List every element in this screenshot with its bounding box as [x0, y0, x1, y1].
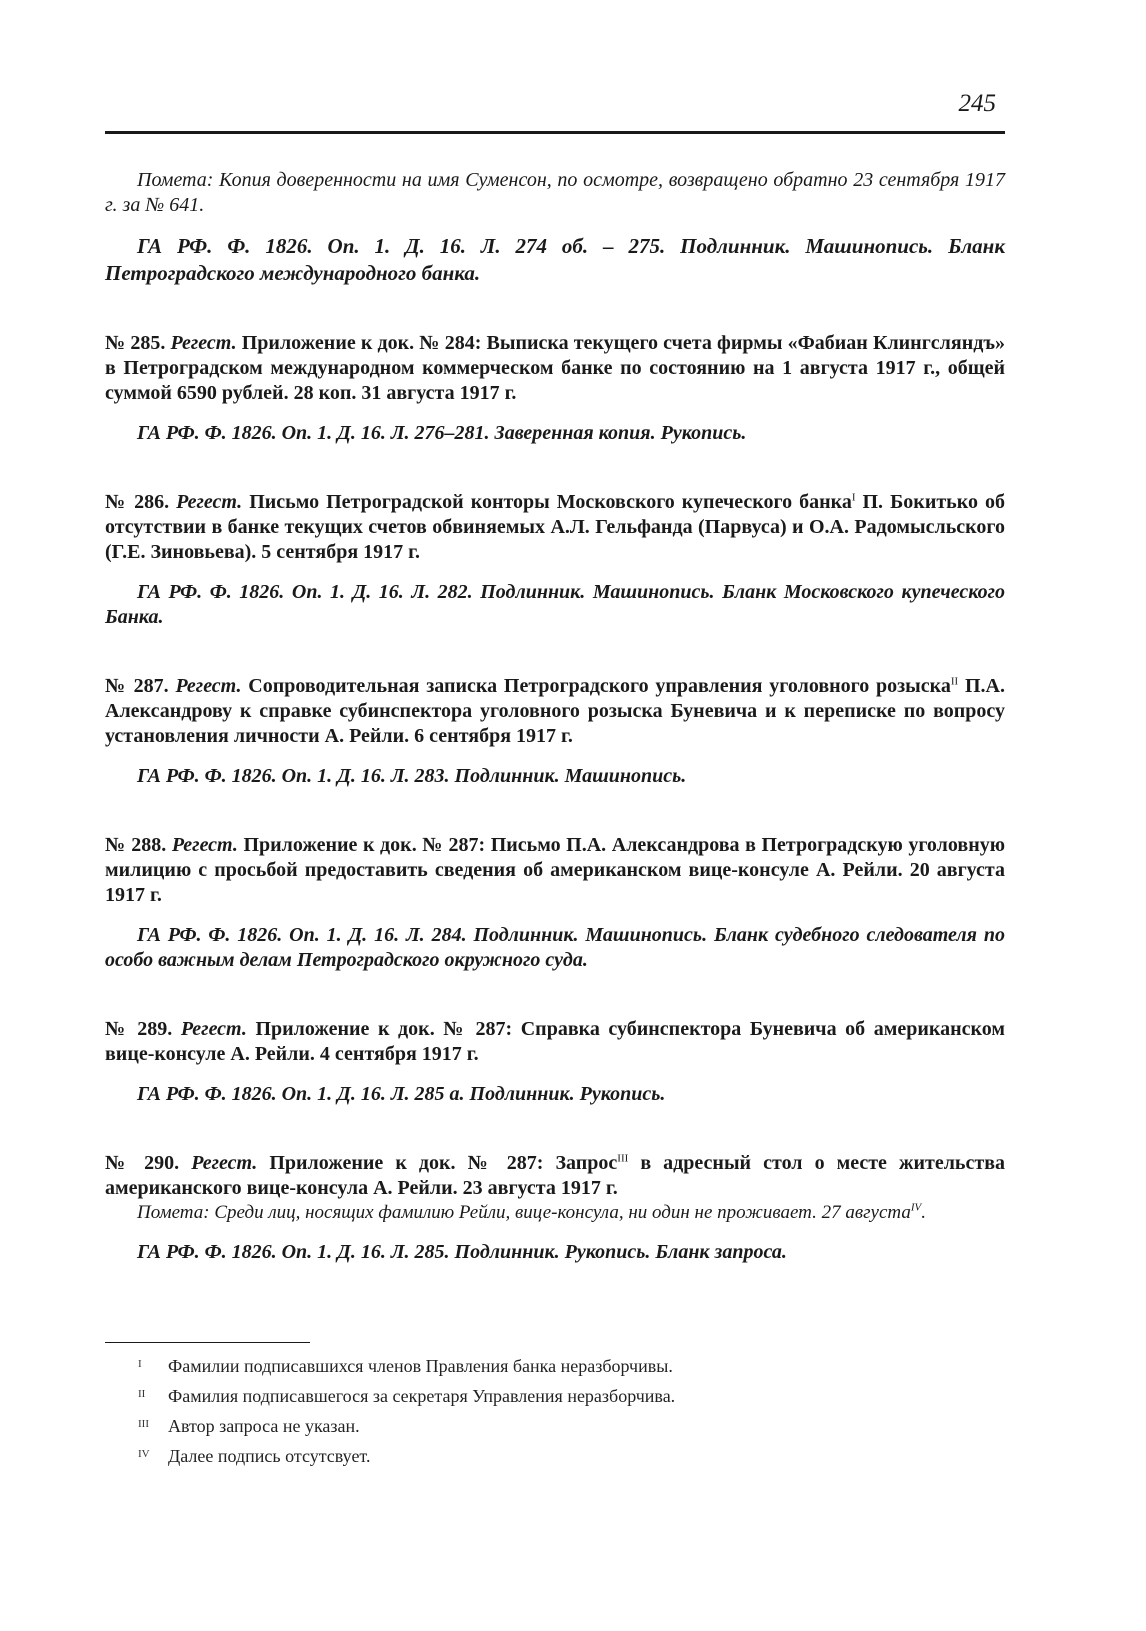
archive-reference: ГА РФ. Ф. 1826. Оп. 1. Д. 16. Л. 285. Подлинник. Рукопись. Бланк запроса.	[137, 1241, 787, 1263]
footnote-ref[interactable]: II	[950, 675, 959, 688]
footnote-rule	[105, 1342, 310, 1343]
entry-text-cont: в адресный стол о месте жительства американского вице-консула А. Рейли. 23 августа 1917 г.	[105, 1152, 1005, 1199]
entry-text: Письмо Петроградской конторы Московского купеческого банка	[249, 491, 852, 513]
footnote-mark: II	[138, 1388, 146, 1400]
footnotes	[138, 1356, 998, 1476]
footnote-mark: IV	[138, 1448, 150, 1460]
entry-290	[105, 1151, 1005, 1201]
top-archive-reference: ГА РФ. Ф. 1826. Оп. 1. Д. 16. Л. 274 об. – 275. Подлинник. Машинопись. Бланк Петроградского международного банка.	[105, 234, 1005, 285]
footnote-item	[138, 1446, 998, 1476]
entry-286	[105, 490, 1005, 565]
entry-288	[105, 833, 1005, 908]
note-text: Помета: Среди лиц, носящих фамилию Рейли, вице-консула, ни один не проживает. 27 августа	[137, 1202, 911, 1223]
regest-label: Регест.	[171, 834, 238, 856]
footnote-item	[138, 1416, 998, 1446]
footnote-mark: I	[138, 1358, 142, 1370]
page-number: 245	[958, 90, 996, 117]
entry-text: Приложение к док. № 287: Запрос	[269, 1152, 618, 1174]
entry-text-cont: П.А. Александрову к справке субинспектора уголовного розыска Буневича и к переписке по вопросу установления личности А. Рейли. 6 сентября 1917 г.	[105, 675, 1005, 747]
entry-number: № 288.	[105, 834, 167, 856]
entry-number: № 290.	[105, 1152, 180, 1174]
footnote-ref[interactable]: IV	[910, 1201, 922, 1214]
entry-287	[105, 674, 1005, 749]
entry-text: Приложение к док. № 287: Письмо П.А. Александрова в Петроградскую уголовную милицию с просьбой предоставить сведения об американском вице-консуле А. Рейли. 20 августа 1917 г.	[105, 834, 1006, 906]
archive-reference: ГА РФ. Ф. 1826. Оп. 1. Д. 16. Л. 282. Подлинник. Машинопись. Бланк Московского купеческого Банка.	[105, 581, 1005, 628]
regest-label: Регест.	[191, 1152, 258, 1174]
entry-text: Приложение к док. № 287: Справка субинспектора Буневича об американском вице-консуле А. Рейли. 4 сентября 1917 г.	[105, 1018, 1005, 1065]
archive-reference: ГА РФ. Ф. 1826. Оп. 1. Д. 16. Л. 285 а. Подлинник. Рукопись.	[137, 1083, 666, 1105]
note-tail: .	[921, 1202, 926, 1223]
footnote-text: Далее подпись отсутсвует.	[168, 1446, 371, 1466]
entry-text: Приложение к док. № 284: Выписка текущего счета фирмы «Фабиан Клингсляндъ» в Петроградском международном коммерческом банке по состоянию на 1 августа 1917 г., общей суммой 6590 рублей. 28 коп. 31 августа 1917 г.	[105, 332, 1006, 404]
regest-label: Регест.	[180, 1018, 247, 1040]
entry-note	[105, 1201, 1005, 1225]
footnote-item	[138, 1356, 998, 1386]
entry-number: № 289.	[105, 1018, 173, 1040]
archive-reference: ГА РФ. Ф. 1826. Оп. 1. Д. 16. Л. 284. Подлинник. Машинопись. Бланк судебного следователя по особо важным делам Петроградского окружного суда.	[105, 924, 1005, 971]
header-rule	[105, 131, 1005, 134]
footnote-ref[interactable]: I	[851, 491, 856, 504]
entry-number: № 285.	[105, 332, 166, 354]
entry-text-cont: П. Бокитько об отсутствии в банке текущих счетов обвиняемых А.Л. Гельфанда (Парвуса) и О.А. Радомысльского (Г.Е. Зиновьева). 5 сентября 1917 г.	[105, 491, 1006, 563]
entry-text: Сопроводительная записка Петроградского управления уголовного розыска	[248, 675, 951, 697]
regest-label: Регест.	[175, 675, 242, 697]
footnote-text: Фамилия подписавшегося за секретаря Управления неразборчива.	[168, 1386, 676, 1406]
footnote-mark: III	[138, 1418, 149, 1430]
regest-label: Регест.	[170, 332, 237, 354]
footnote-item	[138, 1386, 998, 1416]
entry-289	[105, 1017, 1005, 1067]
footnote-ref[interactable]: III	[617, 1152, 629, 1165]
archive-reference: ГА РФ. Ф. 1826. Оп. 1. Д. 16. Л. 276–281. Заверенная копия. Рукопись.	[137, 422, 747, 444]
archive-reference: ГА РФ. Ф. 1826. Оп. 1. Д. 16. Л. 283. Подлинник. Машинопись.	[137, 765, 687, 787]
regest-label: Регест.	[176, 491, 243, 513]
entry-number: № 287.	[105, 675, 169, 697]
footnote-text: Автор запроса не указан.	[168, 1416, 360, 1436]
entry-number: № 286.	[105, 491, 170, 513]
document-body	[105, 168, 1005, 1265]
entry-285	[105, 331, 1005, 406]
footnote-text: Фамилии подписавшихся членов Правления банка неразборчивы.	[168, 1356, 673, 1376]
top-note: Помета: Копия доверенности на имя Суменсон, по осмотре, возвращено обратно 23 сентября 1917 г. за № 641.	[105, 169, 1005, 216]
